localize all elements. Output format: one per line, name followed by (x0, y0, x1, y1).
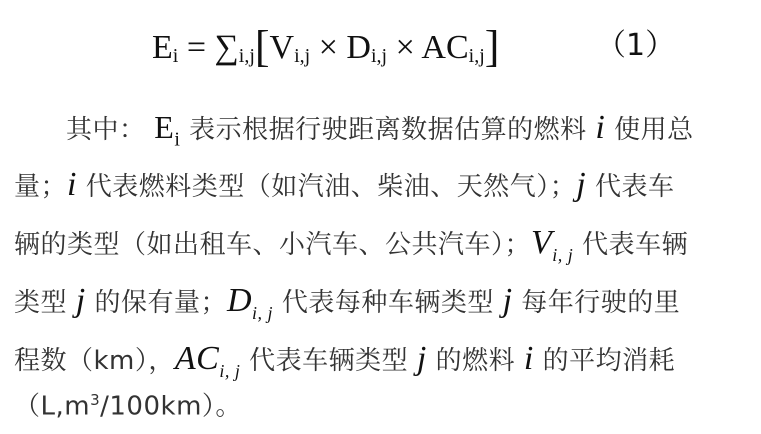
var-e-sub: i (174, 128, 181, 151)
var-j: j (416, 340, 427, 377)
eq-ac-sub: i,j (468, 45, 485, 67)
eq-lhs: E (152, 29, 173, 66)
text-run: 的燃料 (426, 346, 524, 376)
text-run: /100km）。 (100, 391, 242, 422)
var-j: j (502, 282, 513, 319)
eq-sum-sub: i,j (238, 45, 255, 67)
eq-times-2: × (387, 29, 422, 66)
eq-d: D (346, 29, 371, 66)
var-d (226, 282, 274, 323)
text-run: 代表车辆 (573, 230, 689, 260)
var-v-letter: V (531, 224, 553, 261)
eq-times-1: × (310, 29, 347, 66)
para-line-4 (14, 272, 754, 330)
text-run: 表示根据行驶距离数据估算的燃料 (180, 115, 596, 145)
eq-open-bracket: [ (254, 22, 270, 71)
text-run: 其中： (66, 115, 146, 145)
equation (0, 14, 761, 74)
equation-number: （1） (596, 28, 676, 63)
text-run: 代表车辆类型 (240, 346, 417, 376)
var-d-letter: D (226, 282, 253, 319)
text-run: 量； (14, 172, 68, 202)
var-i: i (67, 166, 77, 203)
eq-v: V (269, 29, 295, 66)
var-v-sub: i, j (552, 244, 574, 265)
text-run: 辆的类型（如出租车、小汽车、公共汽车）； (14, 230, 532, 260)
var-ac-letter: AC (174, 340, 220, 377)
var-i: i (595, 109, 606, 146)
var-v (531, 224, 574, 265)
var-e-letter: E (154, 109, 175, 145)
eq-d-sub: i,j (370, 45, 388, 67)
text-run: 程数（km）， (14, 346, 175, 376)
var-d-sub: i, j (252, 302, 274, 323)
para-line-1 (14, 98, 754, 156)
text-run: 类型 (14, 288, 76, 318)
superscript-3: 3 (90, 391, 101, 409)
text-run: 代表燃料类型（如汽油、柴油、天然气）； (76, 172, 577, 202)
eq-sum: = ∑ (178, 29, 239, 66)
para-line-2 (14, 156, 754, 214)
var-i: i (523, 340, 534, 377)
text-run: 使用总 (605, 115, 694, 145)
var-ac-sub: i, j (219, 360, 241, 381)
text-run: 的平均消耗 (533, 346, 676, 376)
eq-lhs-sub: i (172, 45, 179, 67)
equation-body (152, 18, 499, 69)
text-run: 代表每种车辆类型 (273, 288, 503, 318)
var-ac (174, 340, 241, 381)
var-e (154, 109, 181, 151)
var-j: j (75, 282, 86, 319)
var-j: j (576, 166, 587, 203)
text-run: （L,m (14, 391, 91, 422)
eq-v-sub: i,j (294, 45, 311, 67)
text-run: 代表车 (586, 172, 675, 202)
eq-ac: AC (421, 29, 469, 66)
text-run: 的保有量； (85, 288, 227, 318)
para-line-3 (14, 214, 754, 272)
text-run: 每年行驶的里 (512, 288, 681, 318)
explanation-paragraph (14, 98, 754, 420)
eq-close-bracket: ] (484, 22, 500, 71)
